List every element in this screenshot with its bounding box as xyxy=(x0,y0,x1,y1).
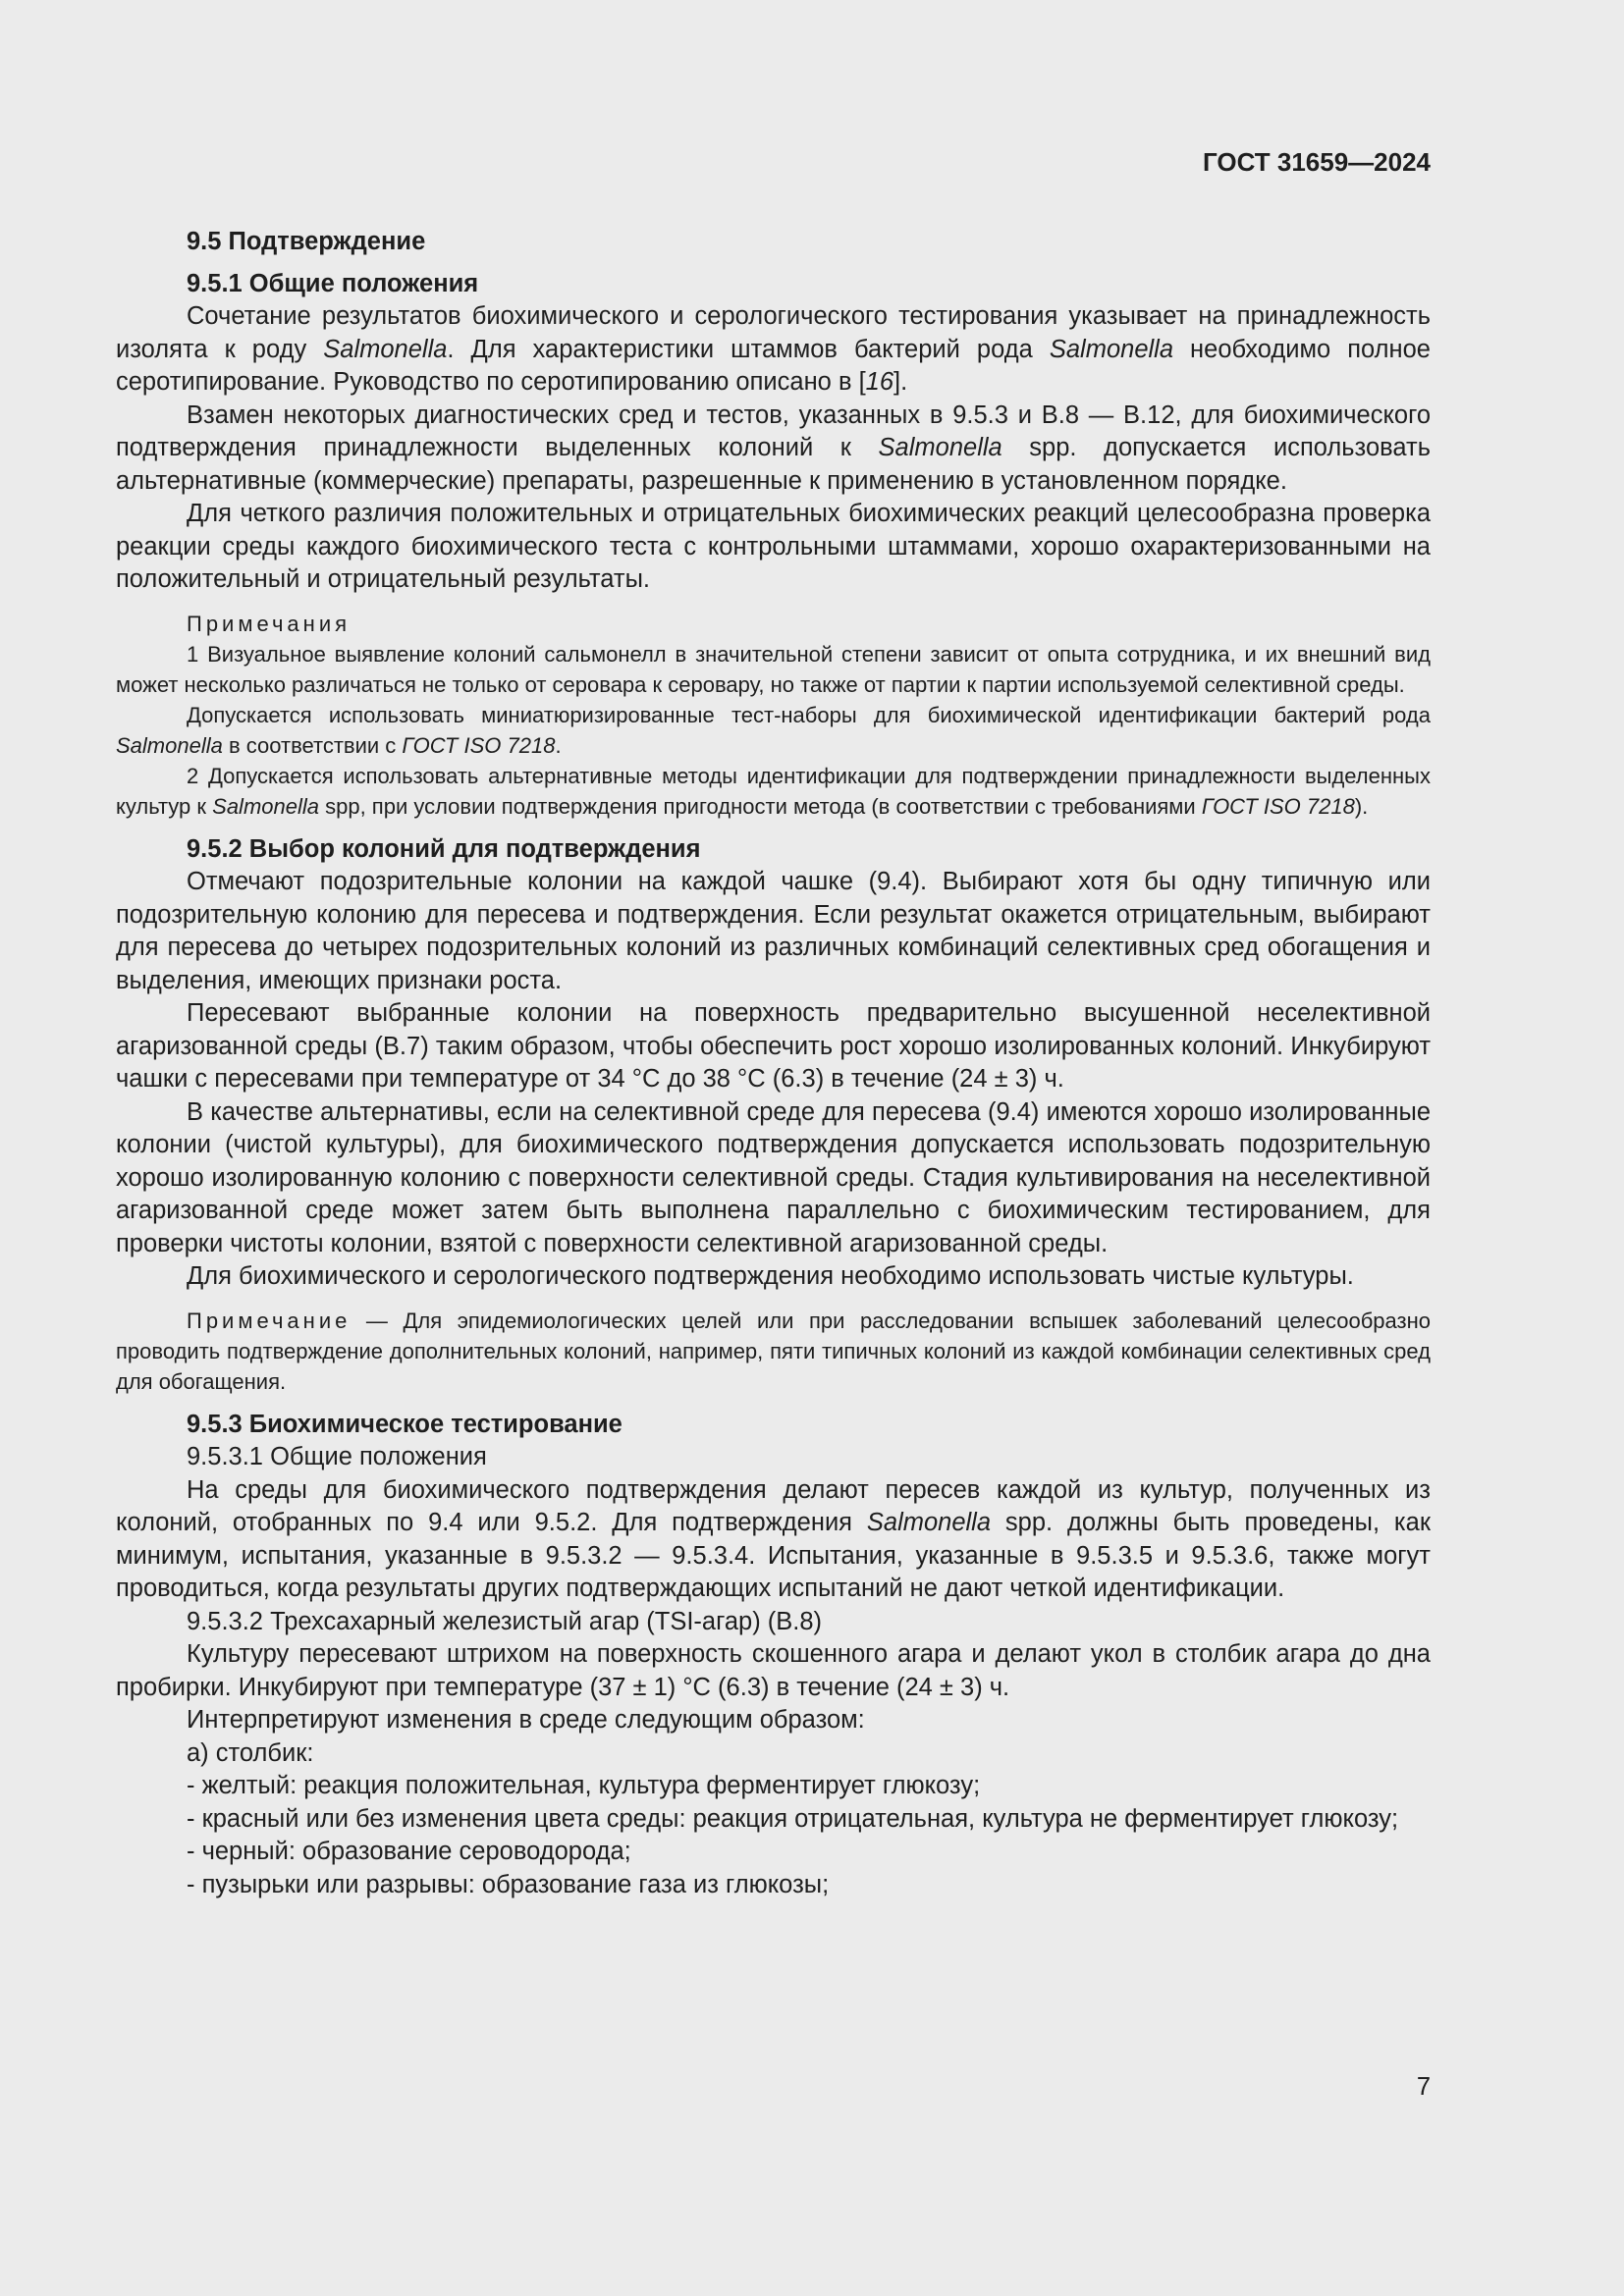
list-item: - пузырьки или разрывы: образование газа из глюкозы; xyxy=(187,1870,830,1898)
paragraph: Для четкого различия положительных и отрицательных биохимических реакций целесообразна проверка реакции среды каждого биохимического теста с контрольными штаммами, хорошо охарактеризованными на положительный и отрицательный результаты. xyxy=(116,500,1431,593)
document-page xyxy=(116,0,1431,2296)
note: Примечание — Для эпидемиологических целей или при расследовании вспышек заболеваний целесообразно проводить подтверждение дополнительных колоний, например, пяти типичных колоний из каждой комбинации селективных сред для обогащения. xyxy=(116,1308,1431,1394)
section-heading-9-5: 9.5 Подтверждение xyxy=(187,228,426,255)
paragraph: Отмечают подозрительные колонии на каждой чашке (9.4). Выбирают хотя бы одну типичную или подозрительную колонию для пересева и подтверждения. Если результат окажется отрицательным, выбирают для пересева до четырех подозрительных колоний из различных комбинаций селективных сред обогащения и выделения, имеющих признаки роста. xyxy=(116,868,1431,994)
paragraph: Для биохимического и серологического подтверждения необходимо использовать чистые культуры. xyxy=(187,1262,1354,1290)
notes-block xyxy=(116,609,1431,822)
document-code: ГОСТ 31659—2024 xyxy=(1203,147,1431,177)
list-heading: а) столбик: xyxy=(187,1738,314,1767)
page-number: 7 xyxy=(1416,2073,1431,2101)
list-item: - черный: образование сероводорода; xyxy=(187,1838,631,1865)
document-body xyxy=(116,226,1431,1901)
note-block xyxy=(116,1306,1431,1397)
note: Допускается использовать миниатюризированные тест-наборы для биохимической идентификации бактерий рода Salmonella в соответствии с ГОСТ ISO 7218. xyxy=(116,702,1431,758)
paragraph: Сочетание результатов биохимического и серологического тестирования указывает на принадлежность изолята к роду Salmonella. Для характеристики штаммов бактерий рода Salmonella необходимо полное серотипирование. Руководство по серотипированию описано в [16]. xyxy=(116,302,1431,396)
note: 2 Допускается использовать альтернативные методы идентификации для подтверждении принадлежности выделенных культур к Salmonella spp, при условии подтверждения пригодности метода (в соответствии с требованиями ГОСТ ISO 7218). xyxy=(116,763,1431,819)
section-heading-9-5-3: 9.5.3 Биохимическое тестирование xyxy=(187,1410,623,1438)
subsection-heading: 9.5.3.1 Общие положения xyxy=(187,1443,487,1470)
notes-label: Примечания xyxy=(187,611,352,636)
paragraph: Культуру пересевают штрихом на поверхность скошенного агара и делают укол в столбик агара до дна пробирки. Инкубируют при температуре (37 ± 1) °С (6.3) в течение (24 ± 3) ч. xyxy=(116,1640,1431,1701)
list-item: - красный или без изменения цвета среды: реакция отрицательная, культура не ферментирует глюкозу; xyxy=(187,1804,1399,1833)
note: 1 Визуальное выявление колоний сальмонелл в значительной степени зависит от опыта сотрудника, и их внешний вид может несколько различаться не только от серовара к серовару, но также от партии к партии используемой селективной среды. xyxy=(116,641,1431,697)
paragraph: Интерпретируют изменения в среде следующим образом: xyxy=(187,1706,865,1734)
section-heading-9-5-1: 9.5.1 Общие положения xyxy=(187,269,479,297)
list-item: - желтый: реакция положительная, культура ферментирует глюкозу; xyxy=(187,1772,981,1799)
section-heading-9-5-2: 9.5.2 Выбор колоний для подтверждения xyxy=(187,834,701,863)
paragraph: В качестве альтернативы, если на селективной среде для пересева (9.4) имеются хорошо изолированные колонии (чистой культуры), для биохимического подтверждения допускается использовать подозрительную хорошо изолированную колонию с поверхности селективной среды. Стадия культивирования на неселективной агаризованной среде может затем быть выполнена параллельно с биохимическим тестированием, для проверки чистоты колонии, взятой с поверхности селективной агаризованной среды. xyxy=(116,1097,1431,1257)
paragraph: Пересевают выбранные колонии на поверхность предварительно высушенной неселективной агаризованной среды (В.7) таким образом, чтобы обеспечить рост хорошо изолированных колоний. Инкубируют чашки с пересевами при температуре от 34 °С до 38 °С (6.3) в течение (24 ± 3) ч. xyxy=(116,999,1431,1093)
paragraph: На среды для биохимического подтверждения делают пересев каждой из культур, полученных из колоний, отобранных по 9.4 или 9.5.2. Для подтверждения Salmonella spp. должны быть проведены, как минимум, испытания, указанные в 9.5.3.2 — 9.5.3.4. Испытания, указанные в 9.5.3.5 и 9.5.3.6, также могут проводиться, когда результаты других подтверждающих испытаний не дают четкой идентификации. xyxy=(116,1475,1431,1602)
paragraph: Взамен некоторых диагностических сред и тестов, указанных в 9.5.3 и В.8 — В.12, для биохимического подтверждения принадлежности выделенных колоний к Salmonella spp. допускается использовать альтернативные (коммерческие) препараты, разрешенные к применению в установленном порядке. xyxy=(116,400,1431,495)
subsection-heading: 9.5.3.2 Трехсахарный железистый агар (TSI-агар) (В.8) xyxy=(187,1607,823,1635)
